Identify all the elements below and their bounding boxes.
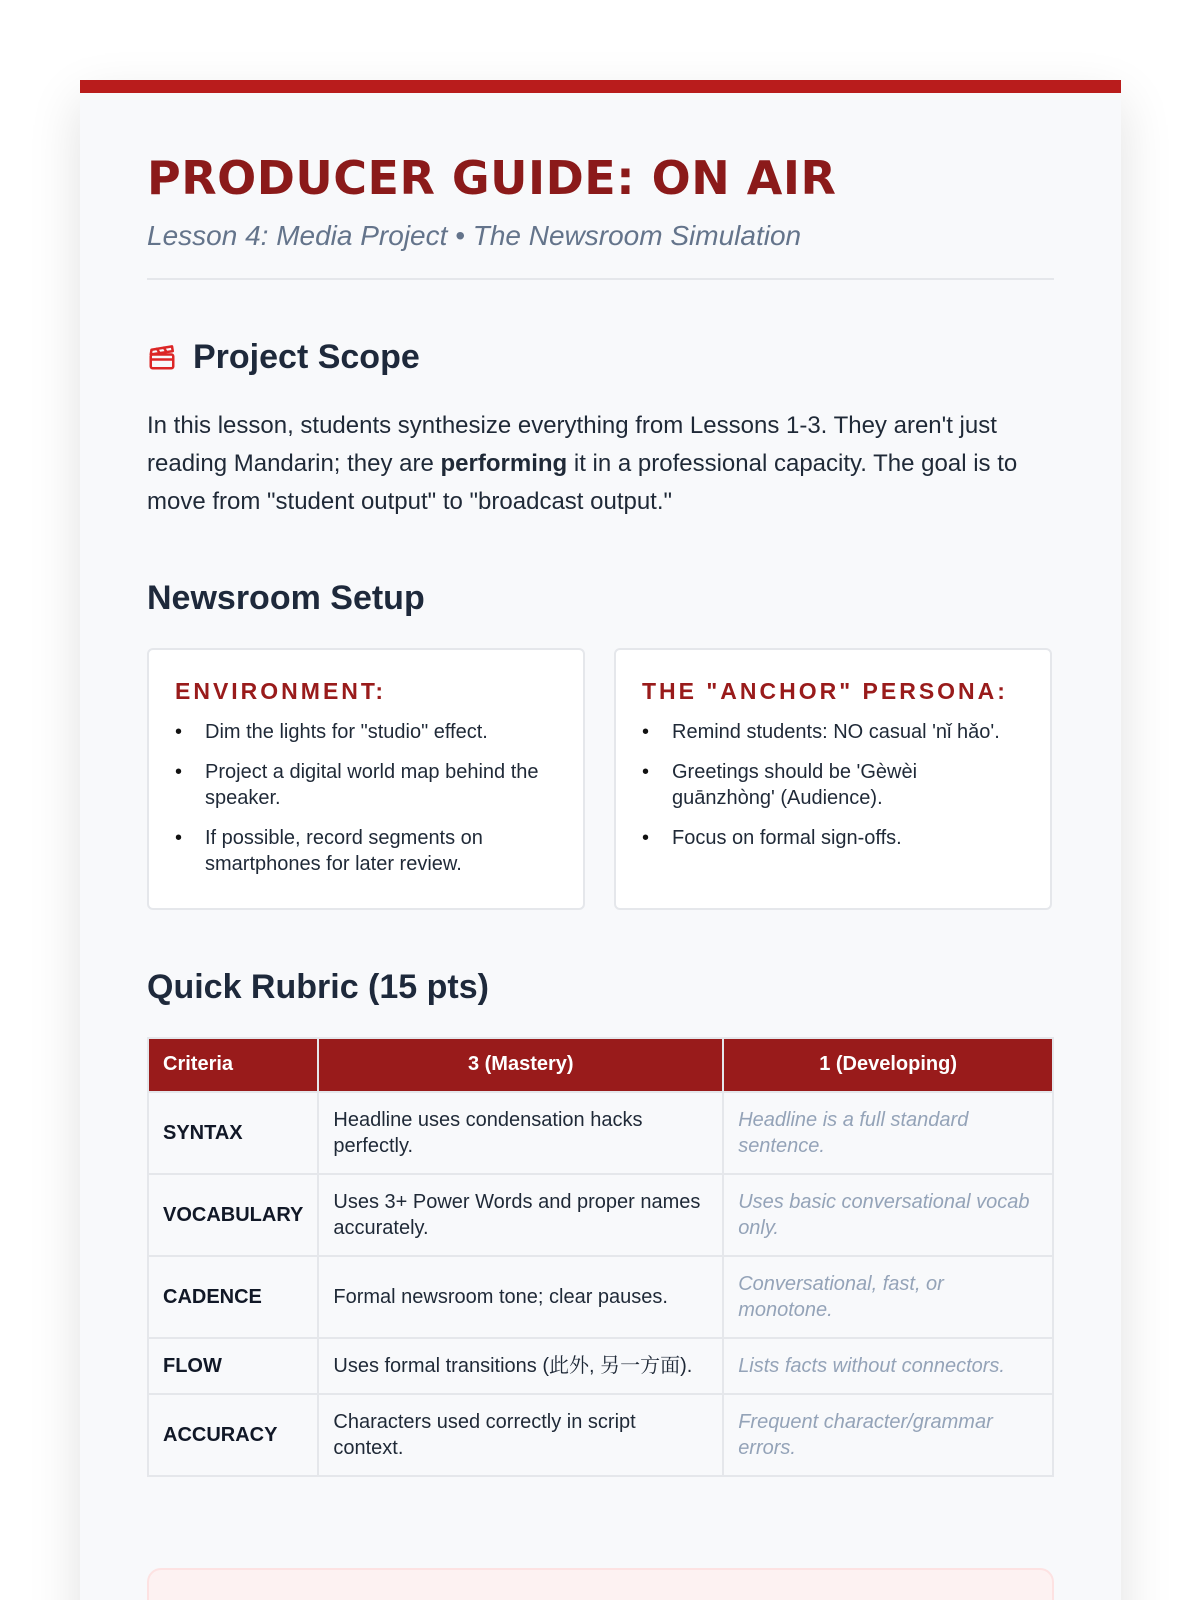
list-item: • If possible, record segments on smartphones for later review.	[175, 825, 557, 877]
project-scope-title: Project Scope	[193, 337, 420, 376]
developing-cell: Uses basic conversational vocab only.	[723, 1174, 1053, 1256]
list-item: • Greetings should be 'Gèwèi guānzhòng' (Audience).	[642, 759, 1024, 811]
rubric-title: Quick Rubric (15 pts)	[147, 967, 489, 1006]
scope-text-part: it in a professional capacity. The goal is to move from "student output" to "broadcast output."	[147, 449, 1018, 515]
header-divider	[147, 278, 1054, 280]
table-row	[148, 1174, 1053, 1256]
mastery-cell: Formal newsroom tone; clear pauses.	[318, 1256, 723, 1338]
guide-page	[80, 80, 1121, 1600]
anchor-persona-card	[614, 648, 1052, 910]
rubric-table	[147, 1037, 1054, 1477]
criteria-cell: FLOW	[148, 1338, 318, 1394]
clapperboard-icon	[147, 342, 177, 372]
page-title: PRODUCER GUIDE: ON AIR	[147, 151, 837, 205]
developing-cell: Frequent character/grammar errors.	[723, 1394, 1053, 1476]
setup-cards	[147, 648, 1054, 910]
list-item: • Dim the lights for "studio" effect.	[175, 719, 557, 745]
tip-callout-box	[147, 1568, 1054, 1600]
list-item: • Remind students: NO casual 'nǐ hǎo'.	[642, 719, 1024, 745]
column-header: 3 (Mastery)	[318, 1038, 723, 1092]
newsroom-setup-title: Newsroom Setup	[147, 578, 425, 617]
mastery-cell: Characters used correctly in script context.	[318, 1394, 723, 1476]
anchor-persona-heading: THE "ANCHOR" PERSONA:	[642, 677, 1008, 704]
developing-cell: Headline is a full standard sentence.	[723, 1092, 1053, 1174]
developing-cell: Conversational, fast, or monotone.	[723, 1256, 1053, 1338]
criteria-cell: CADENCE	[148, 1256, 318, 1338]
table-header-row	[148, 1038, 1053, 1092]
criteria-cell: SYNTAX	[148, 1092, 318, 1174]
developing-cell: Lists facts without connectors.	[723, 1338, 1053, 1394]
list-item: • Project a digital world map behind the speaker.	[175, 759, 557, 811]
mastery-cell: Uses formal transitions (此外, 另一方面).	[318, 1338, 723, 1394]
project-scope-text	[147, 407, 1054, 521]
environment-card	[147, 648, 585, 910]
mastery-cell: Uses 3+ Power Words and proper names accurately.	[318, 1174, 723, 1256]
table-row	[148, 1256, 1053, 1338]
project-scope-heading	[147, 338, 1054, 377]
table-row	[148, 1338, 1053, 1394]
column-header: Criteria	[148, 1038, 318, 1092]
criteria-cell: ACCURACY	[148, 1394, 318, 1476]
environment-heading: ENVIRONMENT:	[175, 677, 387, 704]
table-row	[148, 1394, 1053, 1476]
page-subtitle: Lesson 4: Media Project • The Newsroom Simulation	[147, 219, 802, 251]
scope-text-part: In this lesson, students synthesize everything from Lessons 1-3. They aren't just reading Mandarin; they are	[147, 411, 997, 477]
mastery-cell: Headline uses condensation hacks perfectly.	[318, 1092, 723, 1174]
anchor-persona-list	[642, 719, 1024, 851]
table-row	[148, 1092, 1053, 1174]
column-header: 1 (Developing)	[723, 1038, 1053, 1092]
list-item: • Focus on formal sign-offs.	[642, 825, 1024, 851]
scope-text-bold: performing	[440, 449, 568, 477]
environment-list	[175, 719, 557, 877]
criteria-cell: VOCABULARY	[148, 1174, 318, 1256]
